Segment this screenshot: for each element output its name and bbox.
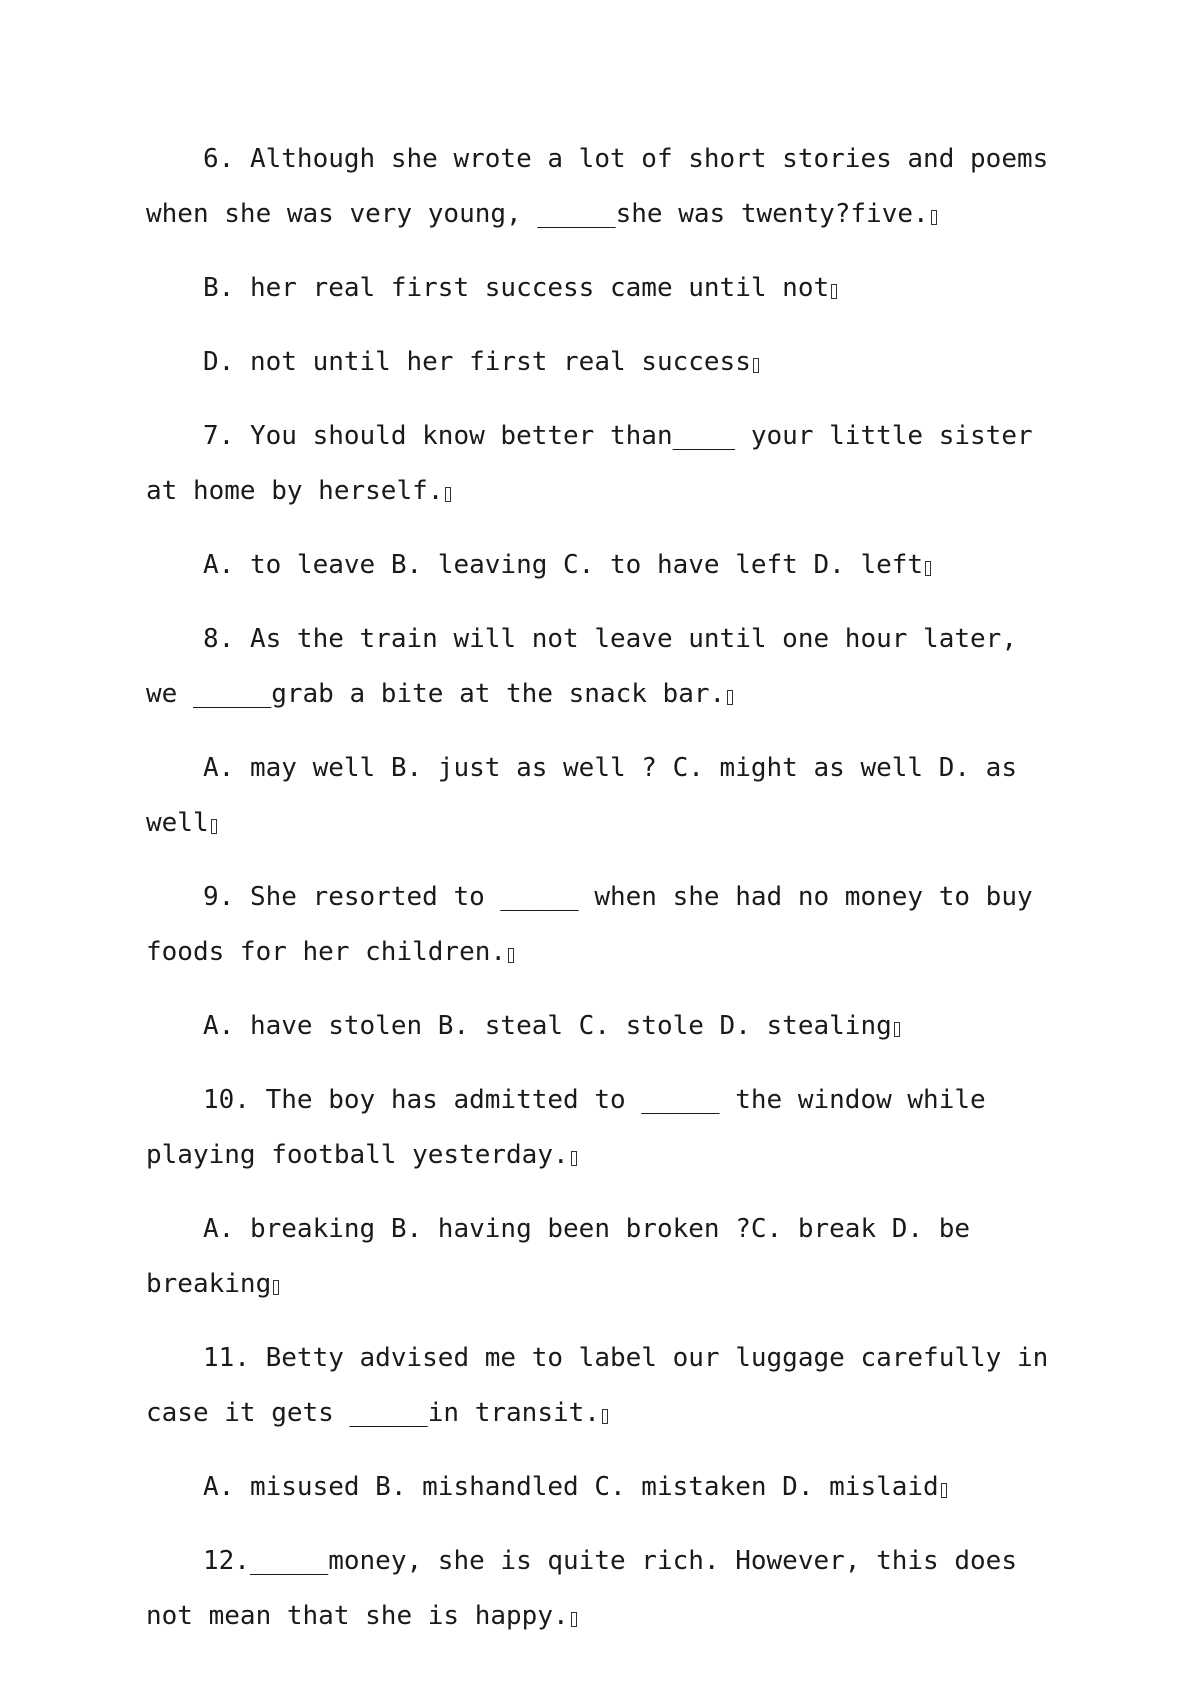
paragraph-mark-icon bbox=[273, 1280, 279, 1295]
question-8-text: 8. As the train will not leave until one hour later, we _____grab a bite at the snack bar. bbox=[146, 624, 1033, 709]
paragraph-mark-icon bbox=[445, 487, 451, 502]
paragraph-mark-icon bbox=[727, 690, 733, 705]
paragraph-mark-icon bbox=[602, 1409, 608, 1424]
paragraph-mark-icon bbox=[831, 284, 837, 299]
options-7 bbox=[146, 538, 1051, 593]
document-body bbox=[146, 132, 1064, 1644]
paragraph-mark-icon bbox=[753, 358, 759, 373]
options-8-text: A. may well B. just as well ? C. might as well D. as well bbox=[146, 753, 1033, 838]
paragraph-mark-icon bbox=[211, 819, 217, 834]
question-9-text: 9. She resorted to _____ when she had no money to buy foods for her children. bbox=[146, 882, 1049, 967]
question-7 bbox=[146, 409, 1051, 519]
paragraph-mark-icon bbox=[894, 1022, 900, 1037]
paragraph-mark-icon bbox=[925, 561, 931, 576]
paragraph-mark-icon bbox=[931, 210, 937, 225]
question-11-text: 11. Betty advised me to label our luggage carefully in case it gets _____in transit. bbox=[146, 1343, 1064, 1428]
question-6 bbox=[146, 132, 1064, 242]
paragraph-mark-icon bbox=[571, 1151, 577, 1166]
options-11-text: A. misused B. mishandled C. mistaken D. mislaid bbox=[203, 1472, 939, 1502]
options-10 bbox=[146, 1202, 1051, 1312]
paragraph-mark-icon bbox=[941, 1483, 947, 1498]
question-9 bbox=[146, 870, 1051, 980]
option-line-6b-text: B. her real first success came until not bbox=[203, 273, 830, 303]
question-10 bbox=[146, 1073, 1051, 1183]
question-8 bbox=[146, 612, 1051, 722]
options-9-text: A. have stolen B. steal C. stole D. stealing bbox=[203, 1011, 892, 1041]
option-line-6d bbox=[146, 335, 1051, 390]
question-10-text: 10. The boy has admitted to _____ the window while playing football yesterday. bbox=[146, 1085, 1002, 1170]
question-12-text: 12._____money, she is quite rich. However, this does not mean that she is happy. bbox=[146, 1546, 1033, 1631]
options-11 bbox=[146, 1460, 1051, 1515]
options-10-text: A. breaking B. having been broken ?C. break D. be breaking bbox=[146, 1214, 986, 1299]
option-line-6d-text: D. not until her first real success bbox=[203, 347, 751, 377]
question-11 bbox=[146, 1331, 1064, 1441]
question-12 bbox=[146, 1534, 1051, 1644]
option-line-6b bbox=[146, 261, 1051, 316]
paragraph-mark-icon bbox=[571, 1612, 577, 1627]
question-7-text: 7. You should know better than____ your little sister at home by herself. bbox=[146, 421, 1049, 506]
options-7-text: A. to leave B. leaving C. to have left D. left bbox=[203, 550, 924, 580]
options-8 bbox=[146, 741, 1051, 851]
question-6-text: 6. Although she wrote a lot of short stories and poems when she was very young, _____she was twenty?five. bbox=[146, 144, 1064, 229]
paragraph-mark-icon bbox=[508, 948, 514, 963]
options-9 bbox=[146, 999, 1051, 1054]
